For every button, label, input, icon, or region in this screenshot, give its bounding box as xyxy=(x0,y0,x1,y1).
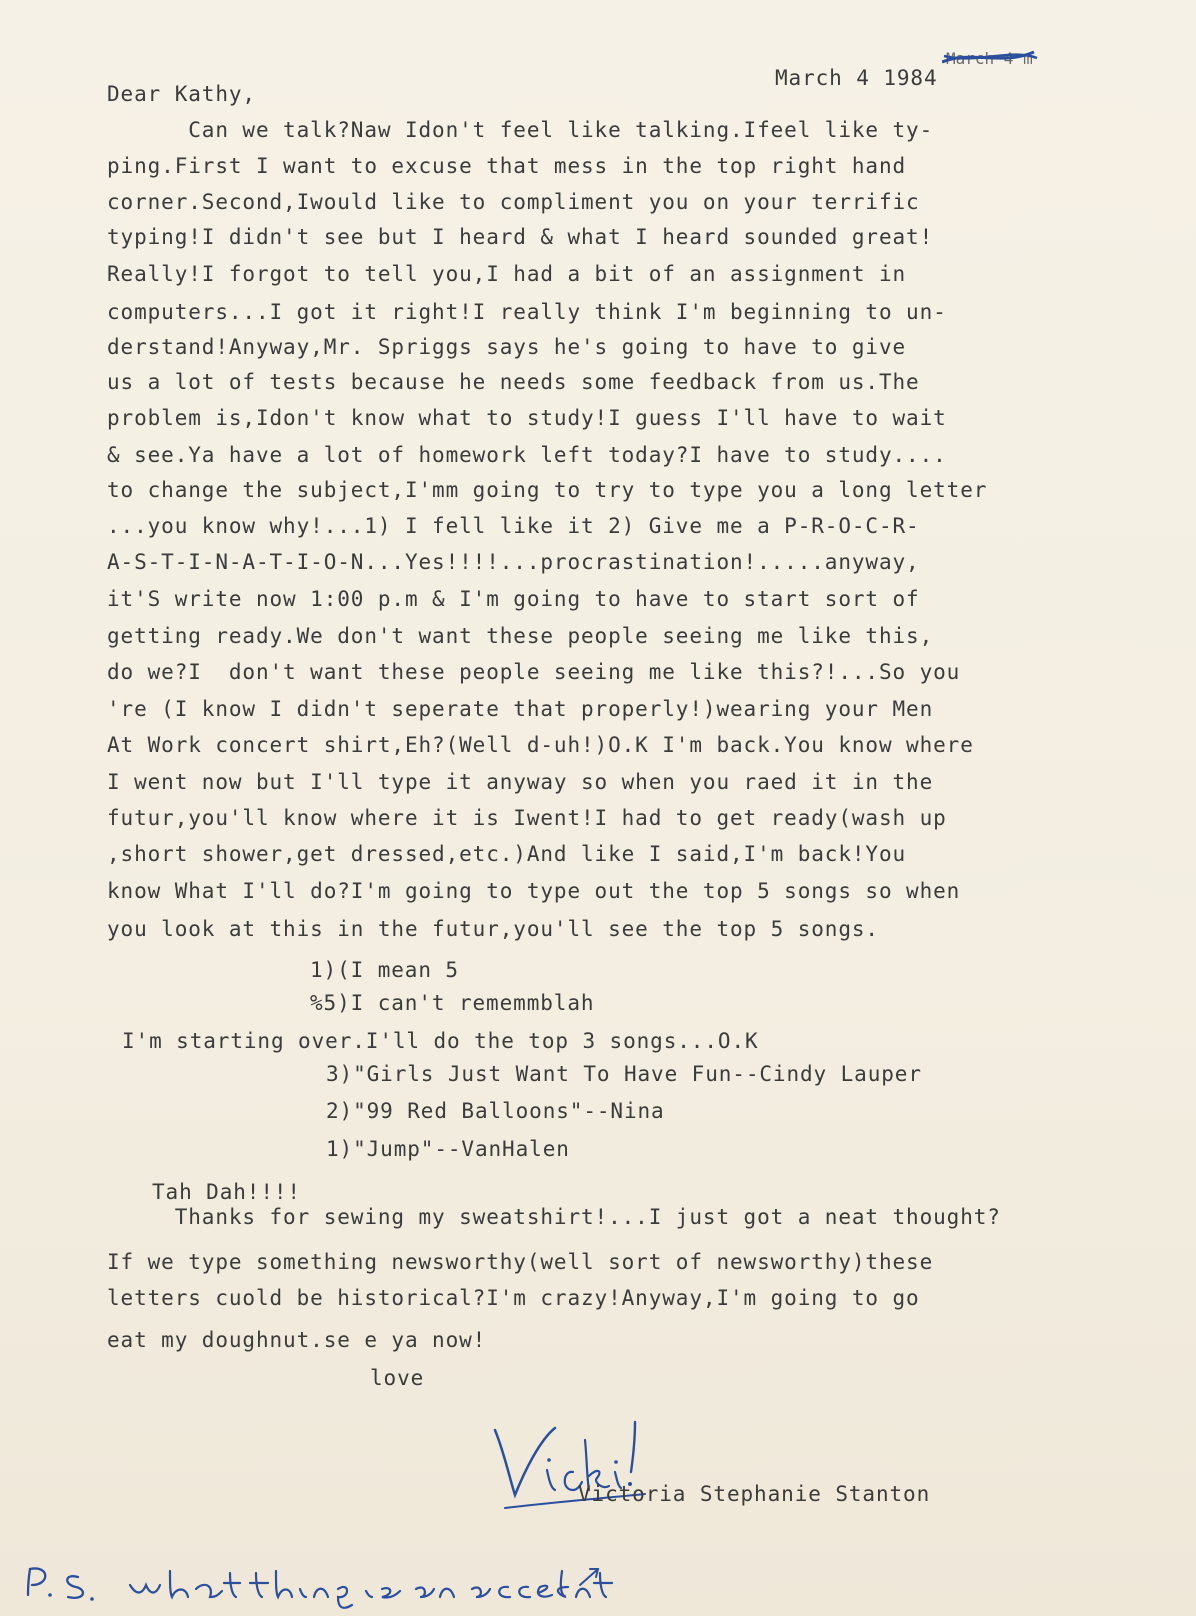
list-attempt-line: 1)(I mean 5 xyxy=(310,958,459,982)
closing-line: eat my doughnut.se e ya now! xyxy=(107,1328,487,1352)
body-line: 're (I know I didn't seperate that properly!)wearing your Men xyxy=(107,697,934,721)
body-line: to change the subject,I'mm going to try to type you a long letter xyxy=(107,478,988,502)
list-attempt-line: %5)I can't rememmblah xyxy=(310,991,595,1015)
handwritten-postscript xyxy=(20,1565,640,1615)
body-line: ping.First I want to excuse that mess in the top right hand xyxy=(107,154,907,178)
tah-dah-line: Tah Dah!!!! xyxy=(152,1180,301,1204)
body-line: derstand!Anyway,Mr. Spriggs says he's going to have to give xyxy=(107,335,907,359)
letter-date: March 4 1984 xyxy=(775,66,938,90)
body-line: do we?I don't want these people seeing me like this?!...So you xyxy=(107,660,961,684)
body-line: futur,you'll know where it is Iwent!I had to get ready(wash up xyxy=(107,806,947,830)
body-line: computers...I got it right!I really think I'm beginning to un- xyxy=(107,300,947,324)
closing-line: Thanks for sewing my sweatshirt!...I just got a neat thought? xyxy=(107,1205,1001,1229)
restart-line: I'm starting over.I'll do the top 3 songs...O.K xyxy=(122,1029,759,1053)
body-line: ,short shower,get dressed,etc.)And like I said,I'm back!You xyxy=(107,842,907,866)
body-line: At Work concert shirt,Eh?(Well d-uh!)O.K I'm back.You know where xyxy=(107,733,974,757)
closing-line: If we type something newsworthy(well sort of newsworthy)these xyxy=(107,1250,934,1274)
body-line: A-S-T-I-N-A-T-I-O-N...Yes!!!!...procrastination!.....anyway, xyxy=(107,550,920,574)
body-line: us a lot of tests because he needs some feedback from us.The xyxy=(107,370,920,394)
svg-text:March 4 m: March 4 m xyxy=(946,49,1033,68)
body-line: corner.Second,Iwould like to compliment you on your terrific xyxy=(107,190,920,214)
body-line: problem is,Idon't know what to study!I guess I'll have to wait xyxy=(107,406,947,430)
song-line: 3)"Girls Just Want To Have Fun--Cindy Lauper xyxy=(326,1062,922,1086)
body-line: you look at this in the futur,you'll see the top 5 songs. xyxy=(107,917,879,941)
body-line: ...you know why!...1) I fell like it 2) Give me a P-R-O-C-R- xyxy=(107,514,920,538)
body-line: getting ready.We don't want these people seeing me like this, xyxy=(107,624,934,648)
song-line: 1)"Jump"--VanHalen xyxy=(326,1137,570,1161)
crossed-out-mark xyxy=(942,44,1062,74)
body-line: & see.Ya have a lot of homework left today?I have to study.... xyxy=(107,443,947,467)
body-line: typing!I didn't see but I heard & what I heard sounded great! xyxy=(107,225,934,249)
body-line: it'S write now 1:00 p.m & I'm going to have to start sort of xyxy=(107,587,920,611)
typed-name: Victoria Stephanie Stanton xyxy=(578,1482,931,1506)
body-line: Can we talk?Naw Idon't feel like talking.Ifeel like ty- xyxy=(107,118,934,142)
letter-greeting: Dear Kathy, xyxy=(107,82,256,106)
body-line: I went now but I'll type it anyway so when you raed it in the xyxy=(107,770,934,794)
body-line: know What I'll do?I'm going to type out the top 5 songs so when xyxy=(107,879,961,903)
valediction: love xyxy=(370,1366,425,1390)
body-line: Really!I forgot to tell you,I had a bit of an assignment in xyxy=(107,262,907,286)
closing-line: letters cuold be historical?I'm crazy!Anyway,I'm going to go xyxy=(107,1286,920,1310)
song-line: 2)"99 Red Balloons"--Nina xyxy=(326,1099,665,1123)
